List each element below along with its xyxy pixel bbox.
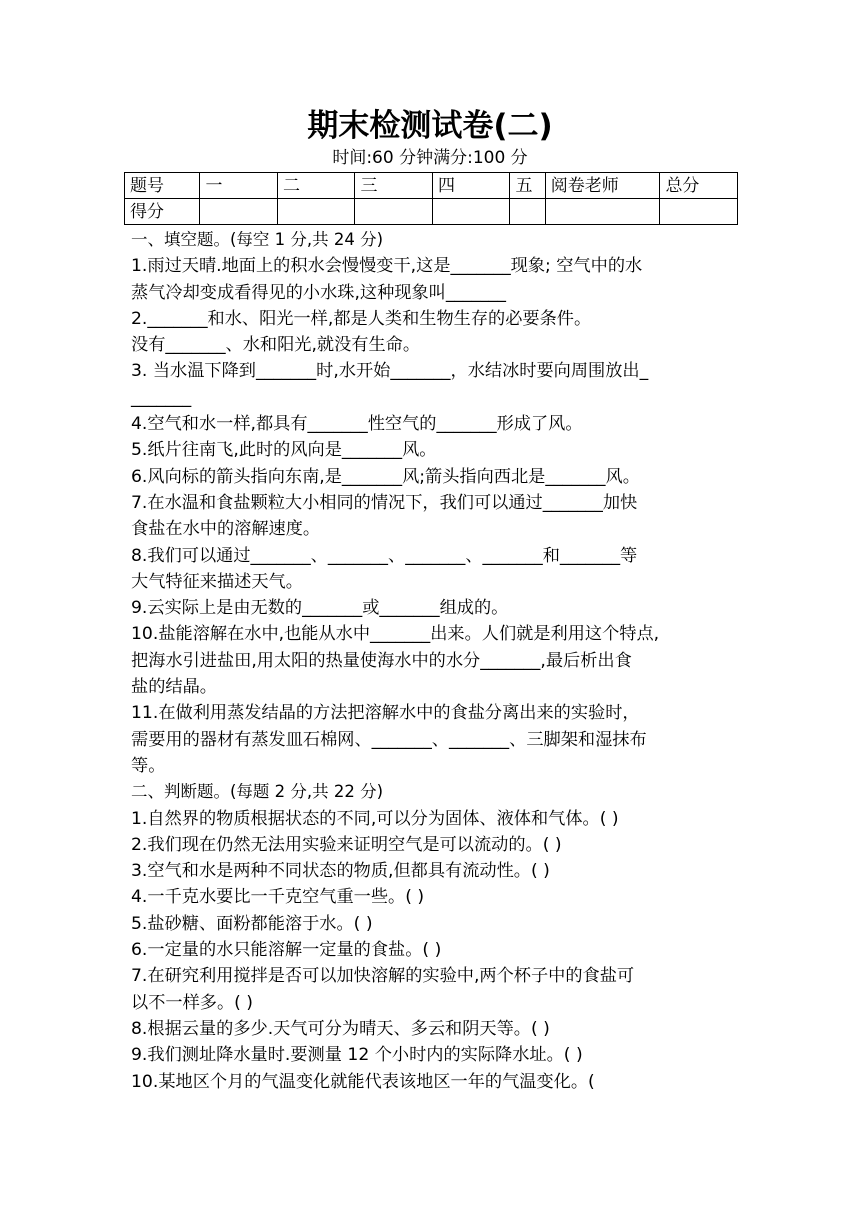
score-table-header-cell: 二	[277, 173, 355, 199]
question-line: 2.我们现在仍然无法用实验来证明空气是可以流动的。( )	[131, 834, 562, 855]
score-table-header-row	[125, 173, 738, 199]
question-line: 4.空气和水一样,都具有_______性空气的_______形成了风。	[131, 414, 583, 435]
question-line: 没有_______、水和阳光,就没有生命。	[131, 335, 421, 356]
fill-blank-questions	[131, 253, 741, 779]
score-table-header-cell: 阅卷老师	[545, 173, 660, 199]
question-line: 食盐在水中的溶解速度。	[131, 519, 321, 540]
question-line: 3. 当水温下降到_______时,水开始_______，水结冰时要向周围放出_	[131, 361, 649, 382]
exam-subtitle: 时间:60 分钟满分:100 分	[332, 148, 528, 168]
question-line: 5.盐砂糖、面粉都能溶于水。( )	[131, 913, 373, 934]
question-line: 等。	[131, 755, 166, 776]
exam-title: 期末检测试卷(二)	[307, 108, 553, 144]
question-line: 9.云实际上是由无数的_______或_______组成的。	[131, 598, 509, 619]
score-cell[interactable]	[660, 199, 738, 225]
score-table-header-cell: 一	[200, 173, 278, 199]
question-line: 8.我们可以通过_______、_______、_______、_______和_______等	[131, 545, 638, 566]
question-line: 大气特征来描述天气。	[131, 571, 303, 592]
question-line: 1.雨过天晴.地面上的积水会慢慢变干,这是_______现象; 空气中的水	[131, 256, 643, 277]
question-line: 7.在研究利用搅拌是否可以加快溶解的实验中,两个杯子中的食盐可	[131, 966, 635, 987]
question-line: 2._______和水、阳光一样,都是人类和生物生存的必要条件。	[131, 308, 592, 329]
question-line: 9.我们测址降水量时.要测量 12 个小时内的实际降水址。( )	[131, 1045, 583, 1066]
score-cell[interactable]	[432, 199, 510, 225]
exam-content	[131, 227, 741, 1095]
score-table-header-cell: 总分	[660, 173, 738, 199]
score-cell[interactable]	[277, 199, 355, 225]
true-false-questions	[131, 806, 741, 1095]
score-cell[interactable]	[355, 199, 433, 225]
score-table-score-row	[125, 199, 738, 225]
question-line: 需要用的器材有蒸发皿石棉网、_______、_______、三脚架和湿抹布	[131, 729, 647, 750]
question-line: 1.自然界的物质根据状态的不同,可以分为固体、液体和气体。( )	[131, 808, 619, 829]
question-line: _______	[131, 387, 192, 408]
question-line: 10.某地区个月的气温变化就能代表该地区一年的气温变化。(	[131, 1071, 595, 1092]
score-cell[interactable]	[510, 199, 545, 225]
question-line: 6.一定量的水只能溶解一定量的食盐。( )	[131, 940, 442, 961]
section-heading-fill-blank: 一、填空题。(每空 1 分,共 24 分)	[131, 230, 384, 249]
question-line: 把海水引进盐田,用太阳的热量使海水中的水分_______,最后析出食	[131, 650, 632, 671]
question-line: 7.在水温和食盐颗粒大小相同的情况下，我们可以通过_______加快	[131, 492, 638, 513]
question-line: 10.盐能溶解在水中,也能从水中_______出来。人们就是利用这个特点,	[131, 624, 660, 645]
score-table	[124, 172, 738, 225]
section-heading-true-false: 二、判断题。(每题 2 分,共 22 分)	[131, 782, 384, 802]
question-line: 8.根据云量的多少.天气可分为晴天、多云和阴天等。( )	[131, 1018, 550, 1039]
score-cell[interactable]	[200, 199, 278, 225]
question-line: 以不一样多。( )	[131, 992, 253, 1013]
score-table-header-cell: 题号	[125, 173, 200, 199]
question-line: 蒸气冷却变成看得见的小水珠,这种现象叫_______	[131, 282, 506, 303]
question-line: 4.一千克水要比一千克空气重一些。( )	[131, 887, 425, 908]
question-line: 6.风向标的箭头指向东南,是_______风;箭头指向西北是_______风。	[131, 466, 640, 487]
question-line: 5.纸片往南飞,此时的风向是_______风。	[131, 440, 437, 461]
question-line: 11.在做利用蒸发结晶的方法把溶解水中的食盐分离出来的实验时，	[131, 703, 640, 724]
question-line: 盐的结晶。	[131, 677, 217, 698]
score-table-header-cell: 四	[432, 173, 510, 199]
score-row-label: 得分	[125, 199, 200, 225]
score-table-header-cell: 五	[510, 173, 545, 199]
score-table-header-cell: 三	[355, 173, 433, 199]
score-cell[interactable]	[545, 199, 660, 225]
question-line: 3.空气和水是两种不同状态的物质,但都具有流动性。( )	[131, 861, 550, 882]
